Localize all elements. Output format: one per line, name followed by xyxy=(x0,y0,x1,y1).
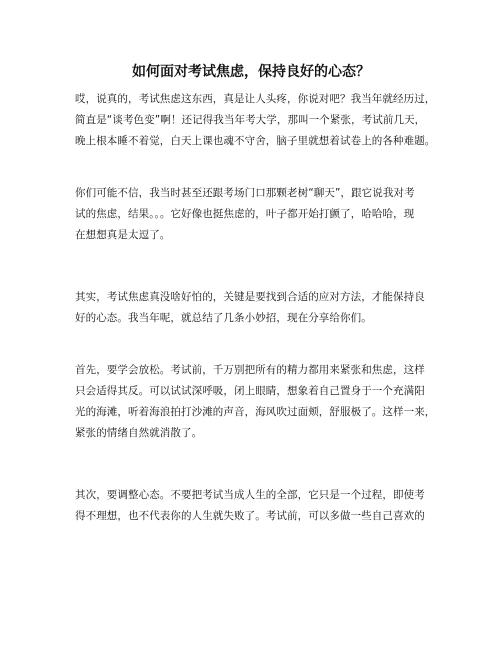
paragraph-line: 得不理想，也不代表你的人生就失败了。考试前，可以多做一些自己喜欢的 xyxy=(75,510,425,522)
paragraph-line: 光的海滩，听着海浪拍打沙滩的声音，海风吹过面颊，舒服极了。这样一来， xyxy=(75,406,436,418)
paragraph-line: 其实，考试焦虑真没啥好怕的，关键是要找到合适的应对方法，才能保持良 xyxy=(75,291,425,303)
paragraph-line: 试的焦虑，结果。。。它好像也挺焦虑的，叶子都开始打颤了，哈哈哈，现 xyxy=(75,208,415,220)
paragraph-line: 简直是“谈考色变”啊！还记得我当年考大学，那叫一个紧张，考试前几天， xyxy=(75,114,426,126)
paragraph-4 xyxy=(75,360,435,444)
paragraph-line: 哎，说真的，考试焦虑这东西，真是让人头疼，你说对吧？我当年就经历过， xyxy=(75,93,436,105)
paragraph-1 xyxy=(75,89,435,152)
paragraph-line: 晚上根本睡不着觉，白天上课也魂不守舍，脑子里就想着试卷上的各种难题。 xyxy=(75,135,436,147)
paragraph-line: 其次，要调整心态。不要把考试当成人生的全部，它只是一个过程，即使考 xyxy=(75,489,425,501)
paragraph-2 xyxy=(75,183,435,246)
paragraph-line: 只会适得其反。可以试试深呼吸，闭上眼睛，想象着自己置身于一个充满阳 xyxy=(75,385,425,397)
paragraph-3 xyxy=(75,287,435,329)
document-title: 如何面对考试焦虑，保持良好的心态？ xyxy=(132,64,370,80)
paragraph-line: 紧张的情绪自然就消散了。 xyxy=(75,427,203,439)
paragraph-line: 首先，要学会放松。考试前，千万别把所有的精力都用来紧张和焦虑，这样 xyxy=(75,364,425,376)
paragraph-line: 你们可能不信，我当时甚至还跟考场门口那颗老树“聊天”，跟它说我对考 xyxy=(75,187,415,199)
paragraph-line: 在想想真是太逗了。 xyxy=(75,229,171,241)
paragraph-line: 好的心态。我当年呢，就总结了几条小妙招，现在分享给你们。 xyxy=(75,312,372,324)
paragraph-5 xyxy=(75,485,435,527)
